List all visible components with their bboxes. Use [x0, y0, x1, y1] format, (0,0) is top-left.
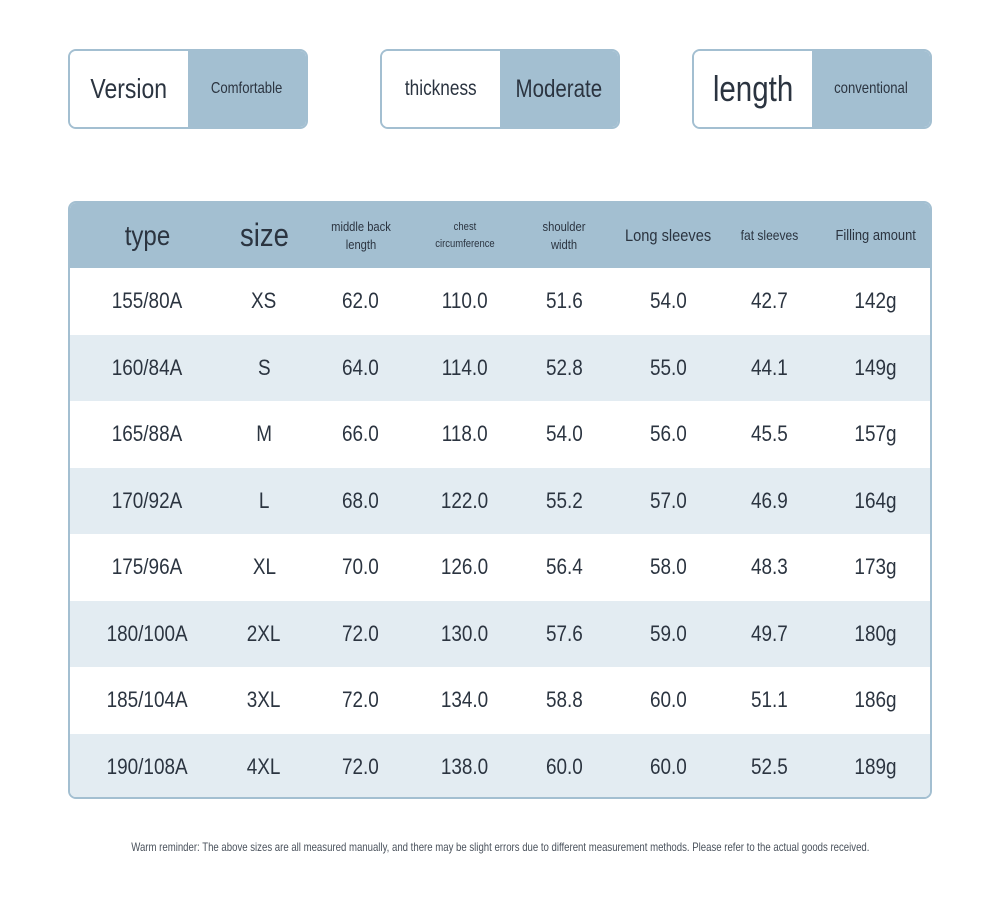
cell-type: 155/80A	[111, 288, 183, 314]
cell-fat-sleeves: 45.5	[751, 421, 788, 447]
header-long-sleeves: Long sleeves	[625, 225, 712, 245]
cell-filling-amount: 157g	[854, 421, 897, 447]
cell-chest-circumference: 122.0	[441, 487, 489, 513]
cell-type: 190/108A	[106, 753, 188, 779]
attribute-length	[692, 49, 932, 129]
table-row	[70, 534, 932, 601]
cell-size: XL	[252, 554, 276, 580]
cell-middle-back-length: 64.0	[342, 354, 379, 380]
table-row	[70, 335, 932, 402]
cell-type: 160/84A	[111, 354, 183, 380]
attribute-thickness-label: thickness	[382, 51, 500, 127]
cell-middle-back-length: 70.0	[342, 554, 379, 580]
cell-chest-circumference: 118.0	[442, 421, 488, 447]
warm-reminder-note: Warm reminder: The above sizes are all measured manually, and there may be slight errors due to different measurement methods. Please refer to the actual goods received.	[130, 840, 870, 854]
table-row	[70, 401, 932, 468]
cell-chest-circumference: 130.0	[441, 620, 489, 646]
table-row	[70, 667, 932, 734]
cell-shoulder-width: 56.4	[545, 554, 583, 580]
cell-filling-amount: 164g	[854, 487, 897, 513]
cell-long-sleeves: 56.0	[650, 421, 687, 447]
cell-shoulder-width: 52.8	[545, 354, 583, 380]
cell-filling-amount: 189g	[854, 753, 897, 779]
table-body	[70, 268, 932, 799]
cell-fat-sleeves: 42.7	[751, 288, 788, 314]
header-middle-back-length: middle back length	[330, 218, 391, 252]
table-row	[70, 268, 932, 335]
attribute-length-label: length	[694, 51, 812, 127]
cell-type: 170/92A	[111, 487, 183, 513]
cell-filling-amount: 186g	[854, 687, 897, 713]
cell-size: S	[257, 354, 271, 380]
attribute-version	[68, 49, 308, 129]
cell-shoulder-width: 57.6	[545, 620, 583, 646]
cell-type: 175/96A	[111, 554, 183, 580]
cell-shoulder-width: 60.0	[545, 753, 583, 779]
cell-chest-circumference: 126.0	[441, 554, 489, 580]
cell-shoulder-width: 51.6	[545, 288, 583, 314]
cell-filling-amount: 173g	[854, 554, 897, 580]
cell-fat-sleeves: 44.1	[751, 354, 788, 380]
cell-size: 2XL	[247, 620, 281, 646]
header-chest-circumference: chest circumference	[435, 220, 495, 250]
cell-type: 165/88A	[111, 421, 183, 447]
cell-type: 185/104A	[106, 687, 188, 713]
header-shoulder-width: shoulder width	[542, 218, 586, 252]
cell-long-sleeves: 60.0	[650, 753, 687, 779]
cell-long-sleeves: 57.0	[650, 487, 687, 513]
header-filling-amount: Filling amount	[835, 226, 916, 244]
cell-long-sleeves: 58.0	[650, 554, 687, 580]
cell-fat-sleeves: 46.9	[751, 487, 788, 513]
cell-long-sleeves: 59.0	[650, 620, 687, 646]
cell-middle-back-length: 72.0	[342, 687, 379, 713]
table-header-row	[70, 203, 932, 268]
cell-type: 180/100A	[106, 620, 188, 646]
cell-size: L	[258, 487, 270, 513]
cell-long-sleeves: 55.0	[650, 354, 687, 380]
cell-filling-amount: 149g	[854, 354, 897, 380]
attribute-version-value: Comfortable	[188, 51, 306, 127]
cell-middle-back-length: 66.0	[342, 421, 379, 447]
size-table-grid	[70, 203, 932, 799]
cell-fat-sleeves: 48.3	[751, 554, 788, 580]
header-size: size	[239, 217, 289, 253]
cell-chest-circumference: 138.0	[441, 753, 489, 779]
cell-fat-sleeves: 49.7	[751, 620, 788, 646]
cell-fat-sleeves: 52.5	[751, 753, 788, 779]
cell-shoulder-width: 58.8	[545, 687, 583, 713]
cell-size: M	[256, 421, 272, 447]
cell-middle-back-length: 62.0	[342, 288, 379, 314]
header-type: type	[124, 219, 170, 251]
cell-shoulder-width: 54.0	[545, 421, 583, 447]
cell-size: 4XL	[247, 753, 281, 779]
cell-long-sleeves: 60.0	[650, 687, 687, 713]
cell-filling-amount: 142g	[854, 288, 897, 314]
cell-middle-back-length: 72.0	[342, 753, 379, 779]
cell-middle-back-length: 72.0	[342, 620, 379, 646]
cell-size: 3XL	[247, 687, 281, 713]
table-row	[70, 734, 932, 800]
cell-size: XS	[251, 288, 277, 314]
size-table	[68, 201, 932, 799]
cell-middle-back-length: 68.0	[342, 487, 379, 513]
cell-chest-circumference: 110.0	[442, 288, 488, 314]
attribute-thickness-value: Moderate	[500, 51, 618, 127]
cell-long-sleeves: 54.0	[650, 288, 687, 314]
cell-filling-amount: 180g	[854, 620, 897, 646]
table-row	[70, 601, 932, 668]
cell-fat-sleeves: 51.1	[751, 687, 788, 713]
cell-shoulder-width: 55.2	[545, 487, 583, 513]
cell-chest-circumference: 134.0	[441, 687, 489, 713]
cell-chest-circumference: 114.0	[442, 354, 488, 380]
attribute-version-label: Version	[70, 51, 188, 127]
table-row	[70, 468, 932, 535]
attribute-thickness	[380, 49, 620, 129]
attribute-length-value: conventional	[812, 51, 930, 127]
header-fat-sleeves: fat sleeves	[740, 226, 799, 243]
